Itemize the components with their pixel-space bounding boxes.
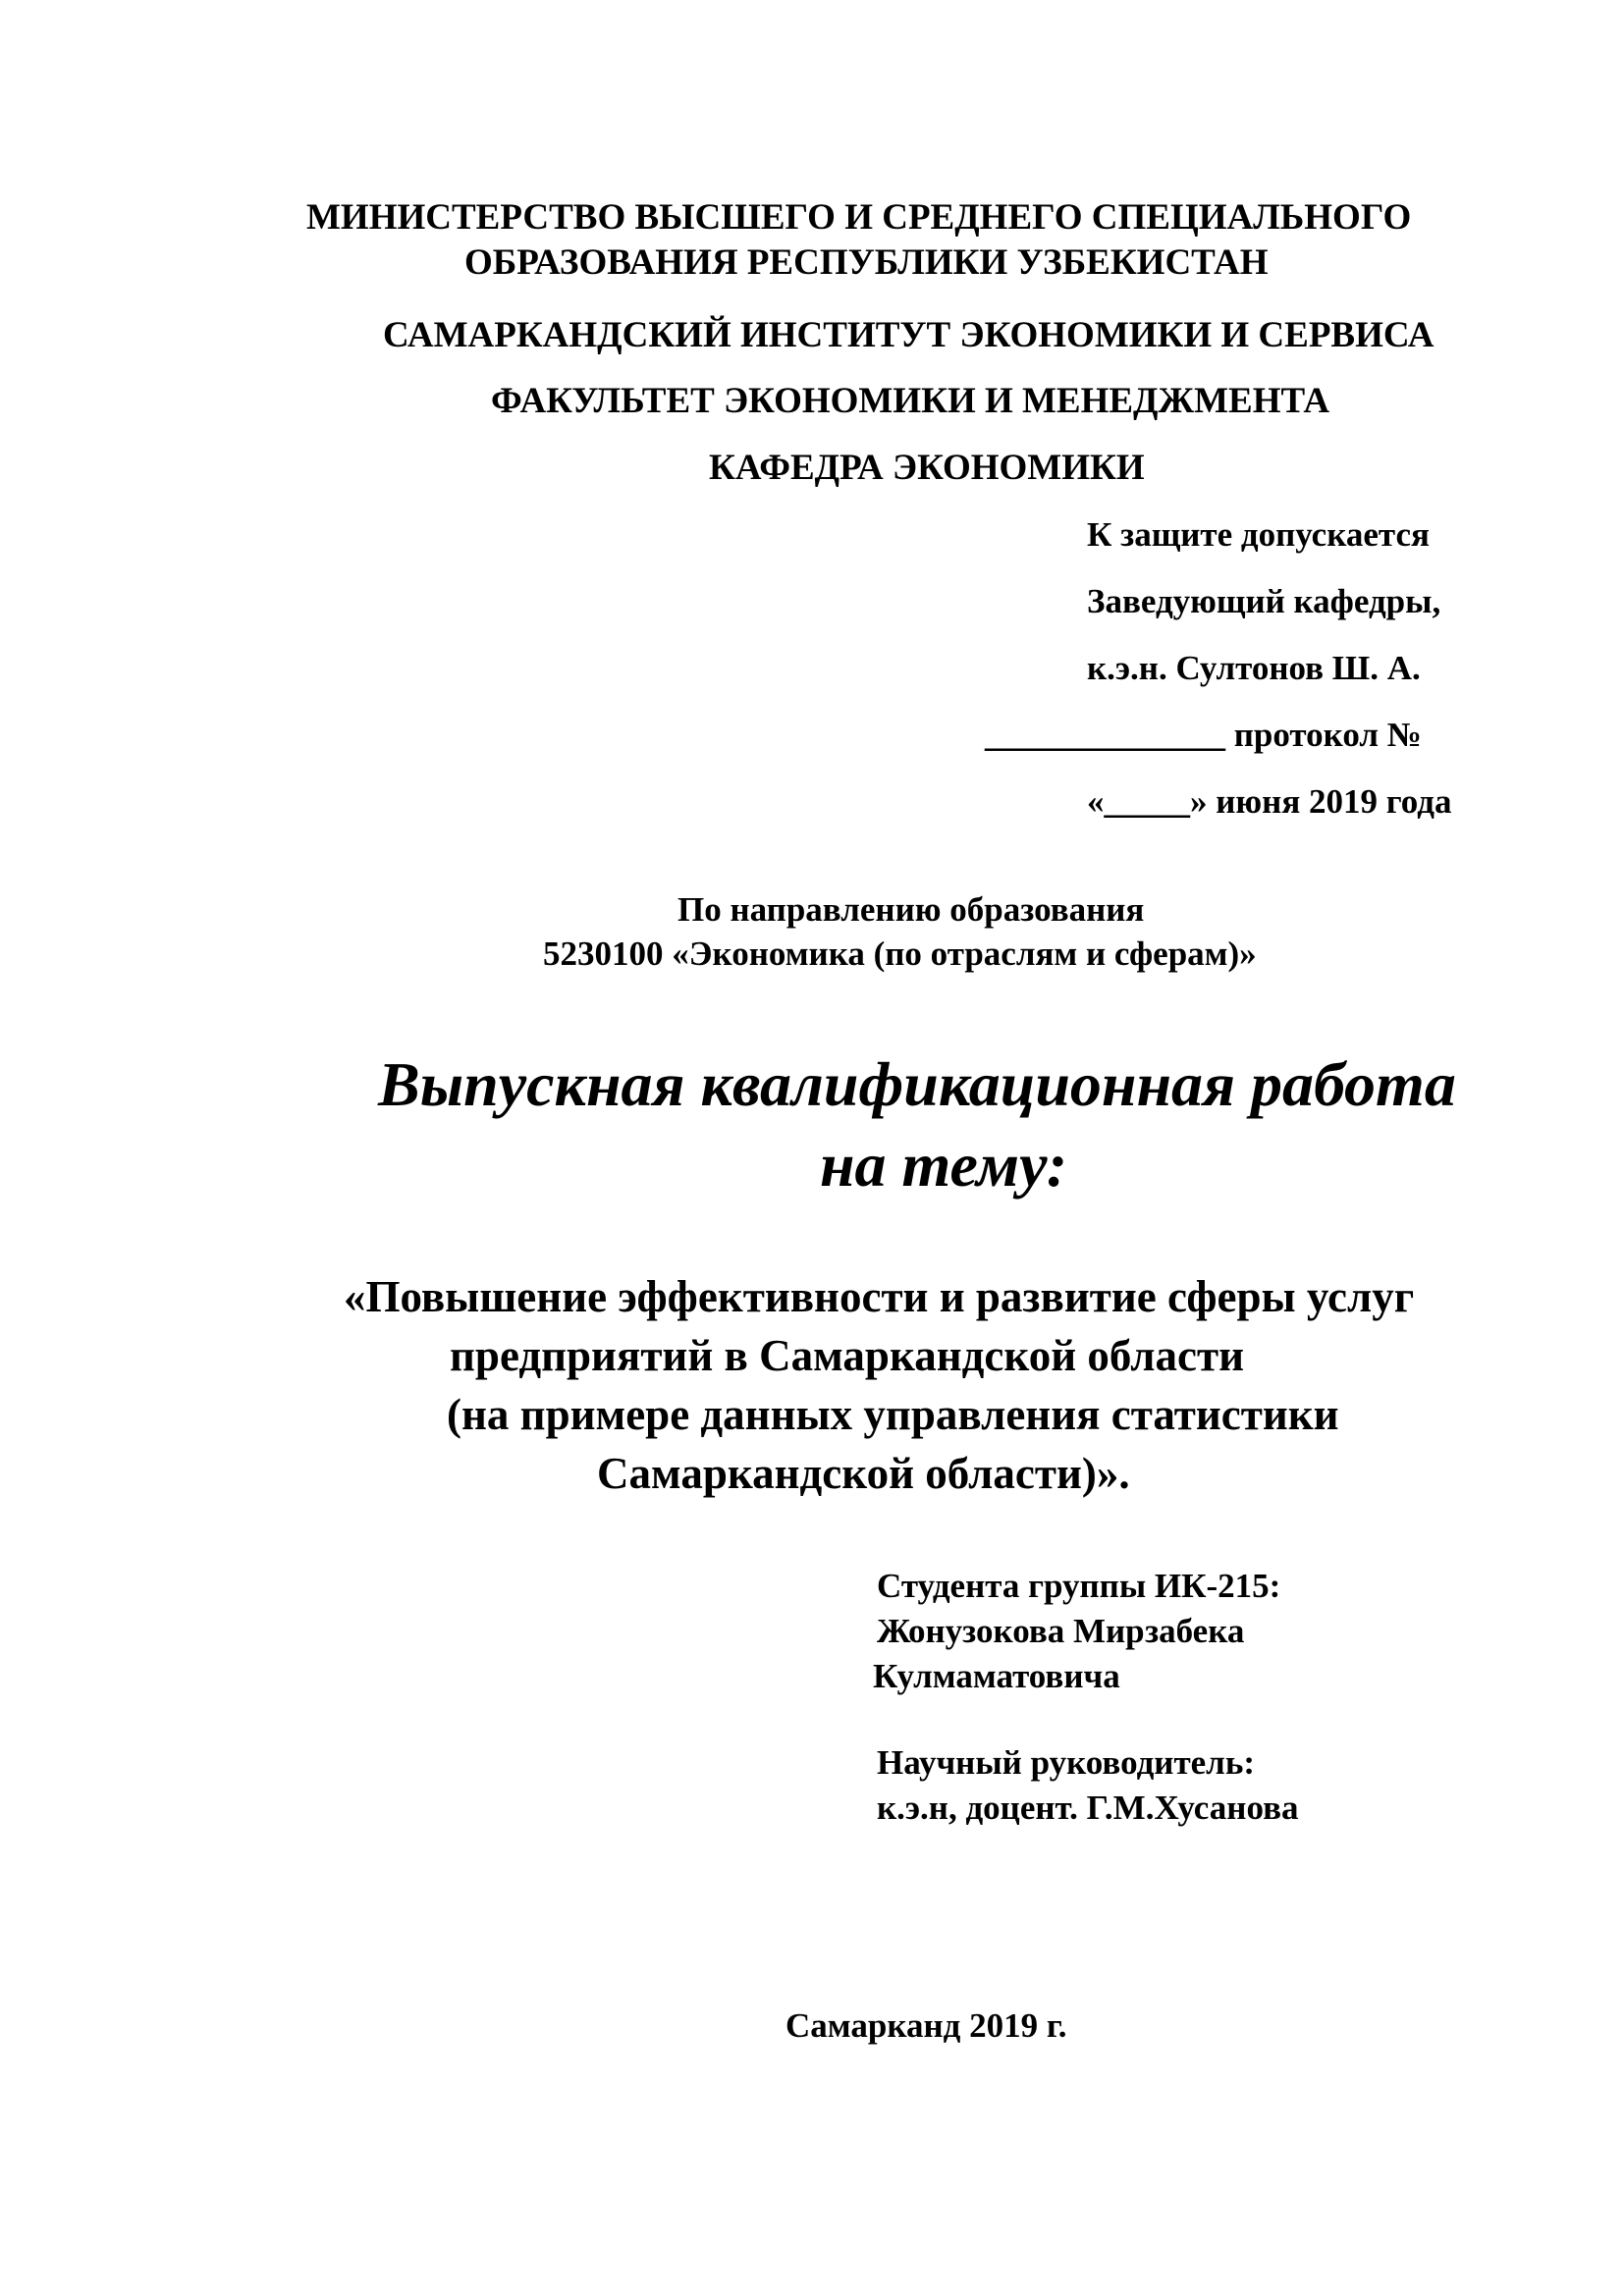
topic-line-4: Самаркандской области)». [597, 1449, 1130, 1498]
topic-line-3: (на примере данных управления статистики [447, 1390, 1339, 1439]
topic-line-1: «Повышение эффективности и развитие сферы услуг [344, 1272, 1415, 1321]
work-title-line-1: Выпускная квалификационная работа [378, 1049, 1456, 1119]
work-title-line-2: на тему: [820, 1130, 1067, 1200]
direction-code: 5230100 «Экономика (по отраслям и сферам)» [543, 934, 1257, 973]
faculty-name: ФАКУЛЬТЕТ ЭКОНОМИКИ И МЕНЕДЖМЕНТА [491, 381, 1330, 421]
student-name-line-1: Жонузокова Мирзабека [877, 1612, 1245, 1650]
supervisor-label: Научный руководитель: [877, 1743, 1255, 1782]
ministry-line-1: МИНИСТЕРСТВО ВЫСШЕГО И СРЕДНЕГО СПЕЦИАЛЬНОГО [306, 197, 1412, 238]
institute-name: САМАРКАНДСКИЙ ИНСТИТУТ ЭКОНОМИКИ И СЕРВИСА [383, 315, 1435, 355]
student-group: Студента группы ИК-215: [877, 1567, 1281, 1605]
approval-date: «_____» июня 2019 года [1087, 782, 1452, 821]
approval-head-title: Заведующий кафедры, [1087, 582, 1441, 620]
city-year: Самарканд 2019 г. [785, 2006, 1067, 2045]
direction-label: По направлению образования [677, 890, 1145, 929]
student-name-line-2: Кулмаматовича [873, 1657, 1120, 1695]
approval-head-name: к.э.н. Султонов Ш. А. [1087, 649, 1421, 687]
approval-admitted: К защите допускается [1087, 515, 1430, 554]
department-name: КАФЕДРА ЭКОНОМИКИ [709, 448, 1145, 488]
supervisor-name: к.э.н, доцент. Г.М.Хусанова [877, 1789, 1299, 1827]
ministry-line-2: ОБРАЗОВАНИЯ РЕСПУБЛИКИ УЗБЕКИСТАН [464, 242, 1269, 283]
approval-protocol: ______________ протокол № [985, 716, 1422, 754]
topic-line-2: предприятий в Самаркандской области [450, 1331, 1245, 1380]
